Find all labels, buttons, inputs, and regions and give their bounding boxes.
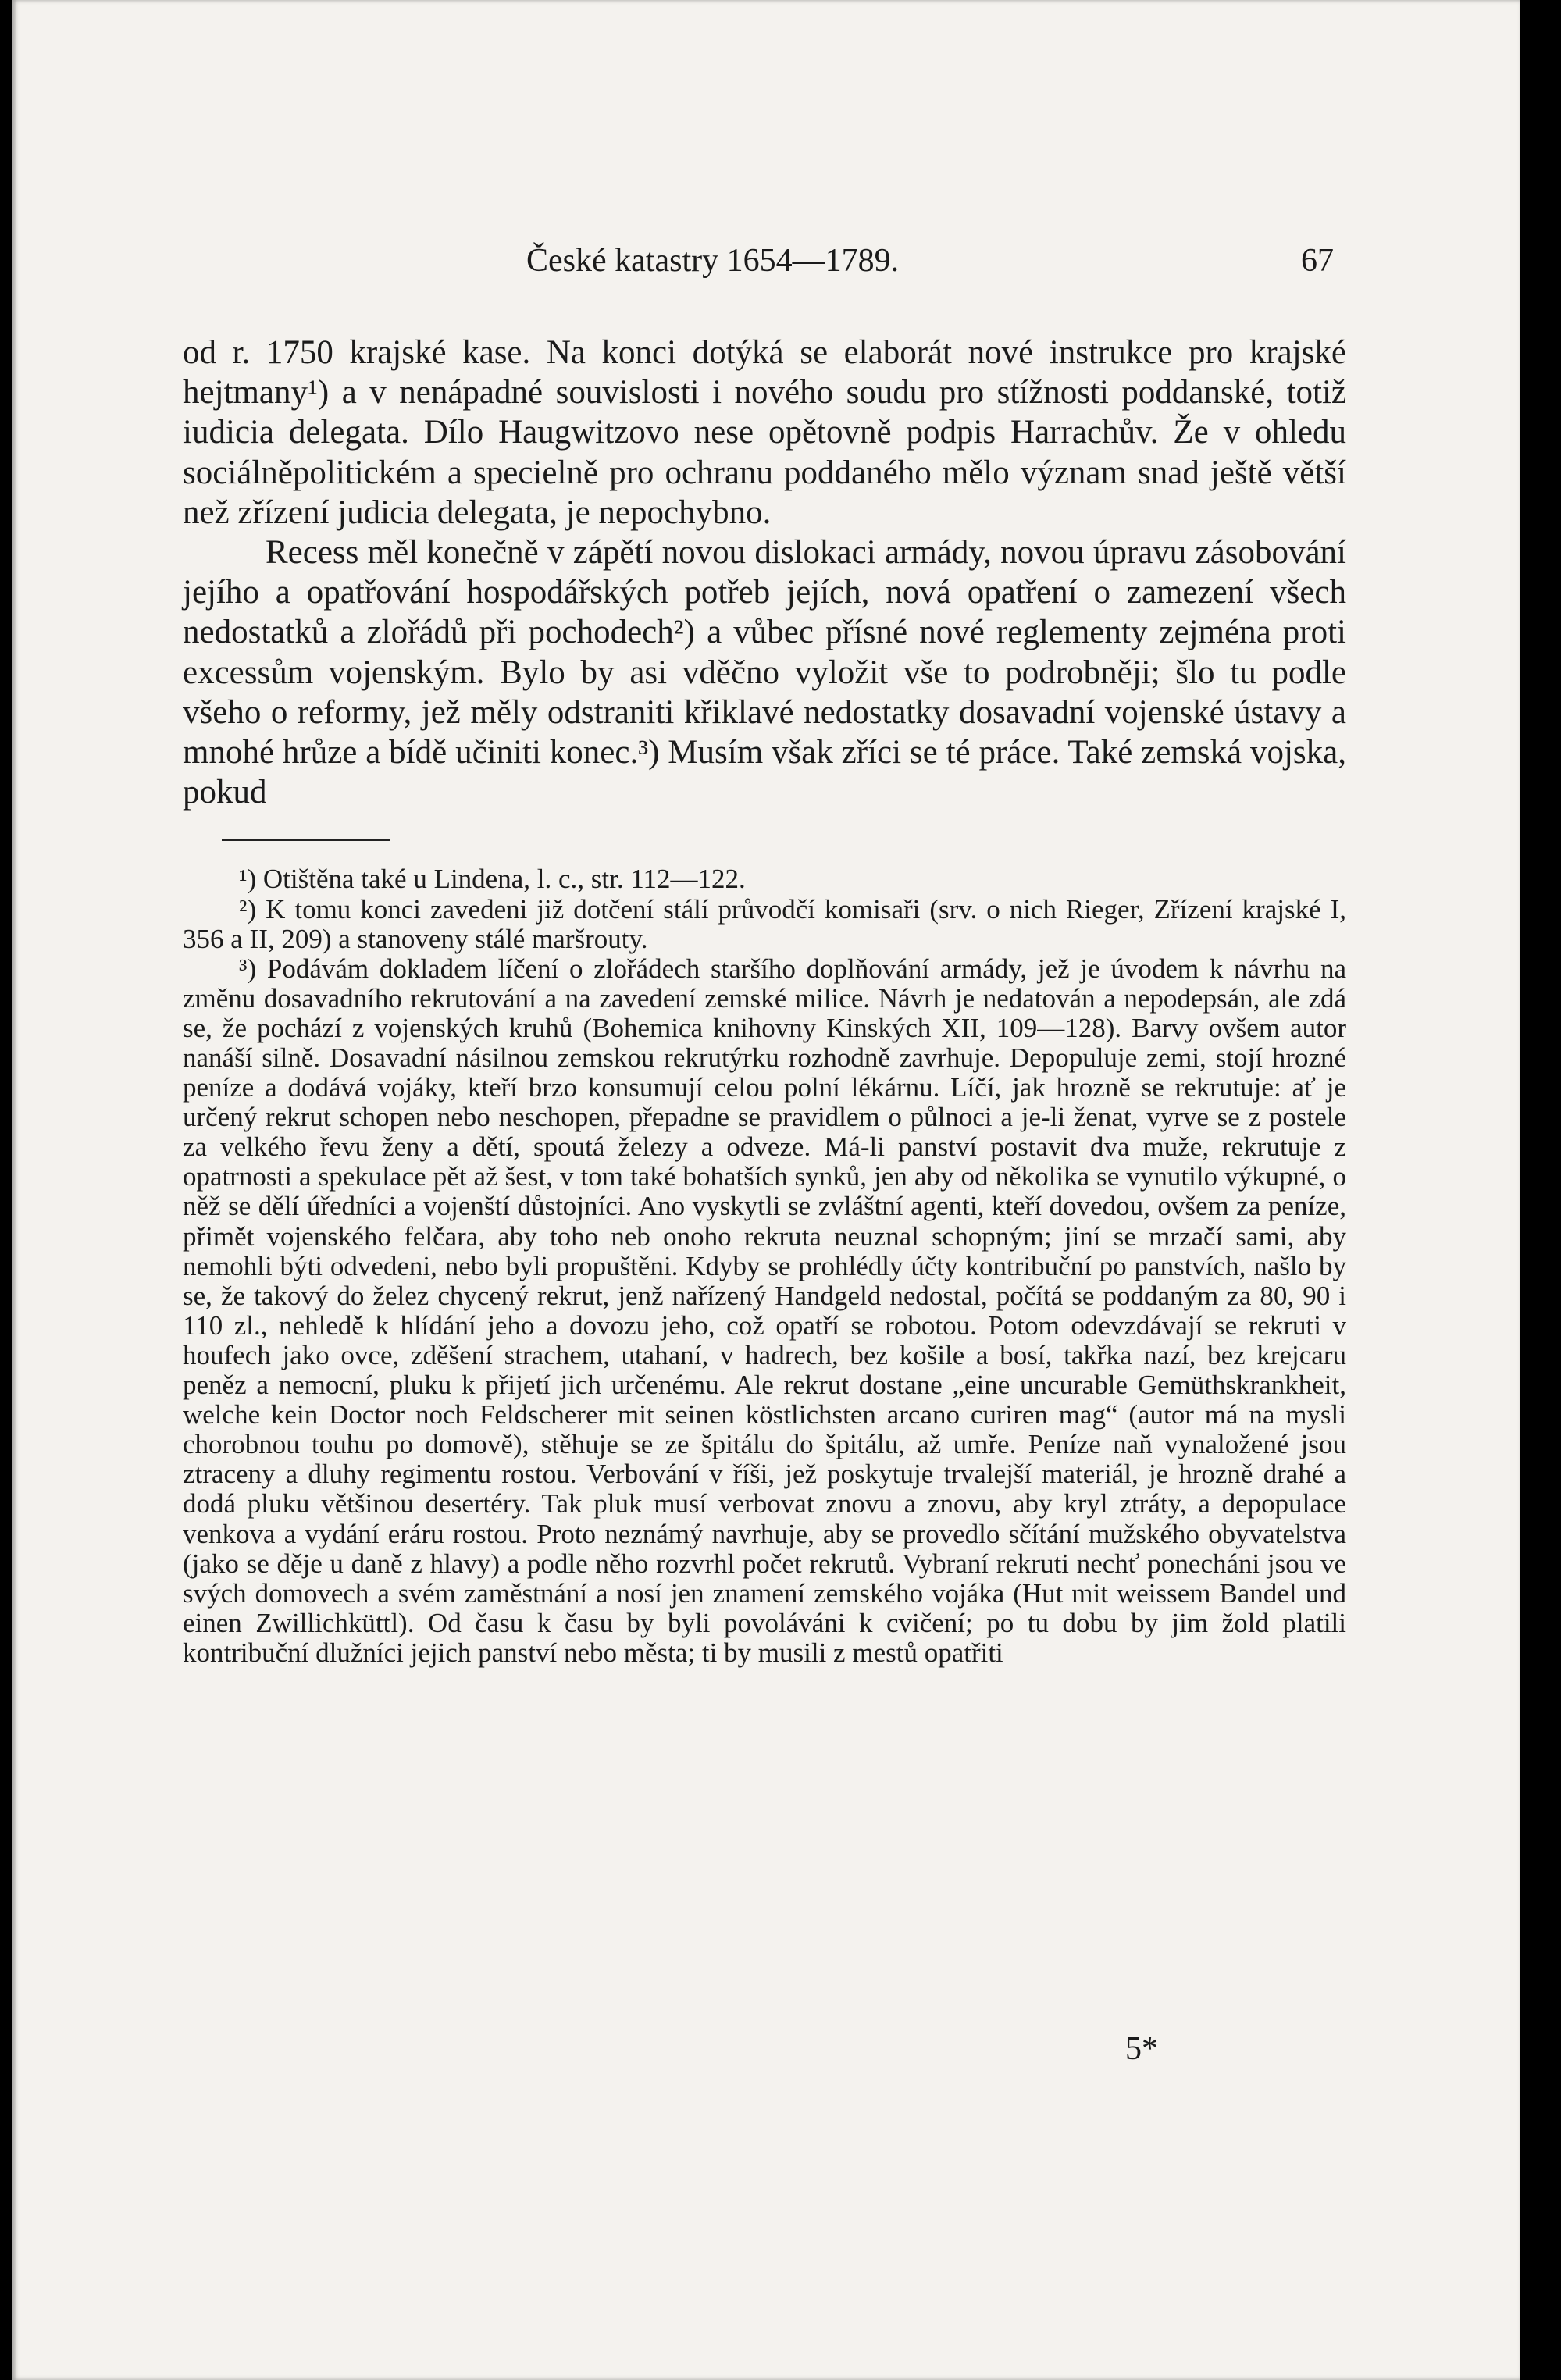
text-block [183,242,1346,1668]
page-number: 67 [1301,243,1334,279]
footnote: ¹) Otištěna také u Lindena, l. c., str. 112—122. [239,864,746,895]
main-text [183,333,1346,812]
footnote: ³) Podávám dokladem líčení o zlořádech staršího doplňování armády, jež je úvodem k návrhu na změnu dosavadního rekrutování a na zavedení zemské milice. Návrh je nedatován a nepodepsán, ale zdá se, že pochází z vojenských kruhů (Bohemica knihovny Kinských XII, 109—128). Barvy ovšem autor nanáší silně. Dosavadní násilnou zemskou rekrutýrku rozhodně zavrhuje. Depopuluje zemi, stojí hrozné peníze a dodává vojáky, kteří brzo konsumují celou polní lékárnu. Líčí, jak hrozně se rekrutuje: ať je určený rekrut schopen nebo neschopen, přepadne se pravidlem o půlnoci a je-li ženat, vyrve se z postele za velkého řevu ženy a dětí, spoutá železy a odveze. Má-li panství postavit dva muže, rekrutuje z opatrnosti a spekulace pět až šest, v tom také bohatších synků, jen aby od několika se vynutilo výkupné, o něž se dělí úředníci a vojenští důstojníci. Ano vyskytli se zvláštní agenti, kteří dovedou, ovšem za peníze, přimět vojenského felčara, aby toho neb onoho rekruta neuznal schopným; jiní se mrzačí sami, aby nemohli býti odvedeni, nebo byli propuštěni. Kdyby se prohlédly účty kontribuční po panstvích, našlo by se, že takový do želez chycený rekrut, jenž nařízený Handgeld nedostal, počítá se poddaným za 80, 90 i 110 zl., nehledě k hlídání jeho a dovozu jeho, což opatří se robotou. Potom odevzdávají se rekruti v houfech jako ovce, zděšení strachem, utahaní, v hadrech, bez košile a bosí, takřka nazí, bez krejcaru peněz a nemocní, pluku k přijetí jich určenému. Ale rekrut dostane „eine uncurable Gemüthskrankheit, welche kein Doctor noch Feldscherer mit seinen köstlichsten arcano curiren mag“ (autor má na mysli chorobnou touhu po domově), stěhuje se ze špitálu do špitálu, až umře. Peníze naň vynaložené jsou ztraceny a dluhy regimentu rostou. Verbování v říši, jež poskytuje trvalejší materiál, je hrozně drahé a dodá pluku většinou desertéry. Tak pluk musí verbovat znovu a znovu, aby kryl ztráty, a depopulace venkova a vydání eráru rostou. Proto neznámý navrhuje, aby se provedlo sčítání mužského obyvatelstva (jako se děje u daně z hlavy) a podle něho rozvrhl počet rekrutů. Vybraní rekruti nechť ponecháni jsou ve svých domovech a svém zaměstnání a nosí jen znamení zemského vojáka (Hut mit weissem Bandel und einen Zwillichküttl). Od času k času by byli povoláváni k cvičení; po tu dobu by jim žold platili kontribuční dlužníci jejich panství nebo města; ti by musili z mestů opatřiti [183,953,1346,1668]
footnotes [183,864,1346,1668]
signature-mark: 5* [1125,2031,1158,2067]
running-title: České katastry 1654—1789. [526,243,900,279]
page-header [183,242,1346,286]
book-page [12,0,1520,2380]
footnote: ²) K tomu konci zavedeni již dotčení stálí průvodčí komisaři (srv. o nich Rieger, Zřízení krajské I, 356 a II, 209) a stanoveny stálé maršrouty. [183,893,1346,954]
paragraph: od r. 1750 krajské kase. Na konci dotýká se elaborát nové instrukce pro krajské hejtmany¹) a v nenápadné souvislosti i nového soudu pro stížnosti poddanské, totiž iudicia delegata. Dílo Haugwitzovo nese opětovně podpis Harrachův. Že v ohledu sociálněpolitickém a specielně pro ochranu poddaného mělo význam snad ještě větší než zřízení judicia delegata, je nepochybno. [183,334,1346,531]
footnote-separator [222,839,390,841]
paragraph: Recess měl konečně v zápětí novou dislokaci armády, novou úpravu zásobování jejího a opatřování hospodářských potřeb jejích, nová opatření o zamezení všech nedostatků a zlořádů při pochodech²) a vůbec přísné nové reglementy zejména proti excessům vojenským. Bylo by asi vděčno vyložit vše to podrobněji; šlo tu podle všeho o reformy, jež měly odstraniti křiklavé nedostatky dosavadní vojenské ústavy a mnohé hrůze a bídě učiniti konec.³) Musím však zříci se té práce. Také zemská vojska, pokud [183,534,1346,811]
